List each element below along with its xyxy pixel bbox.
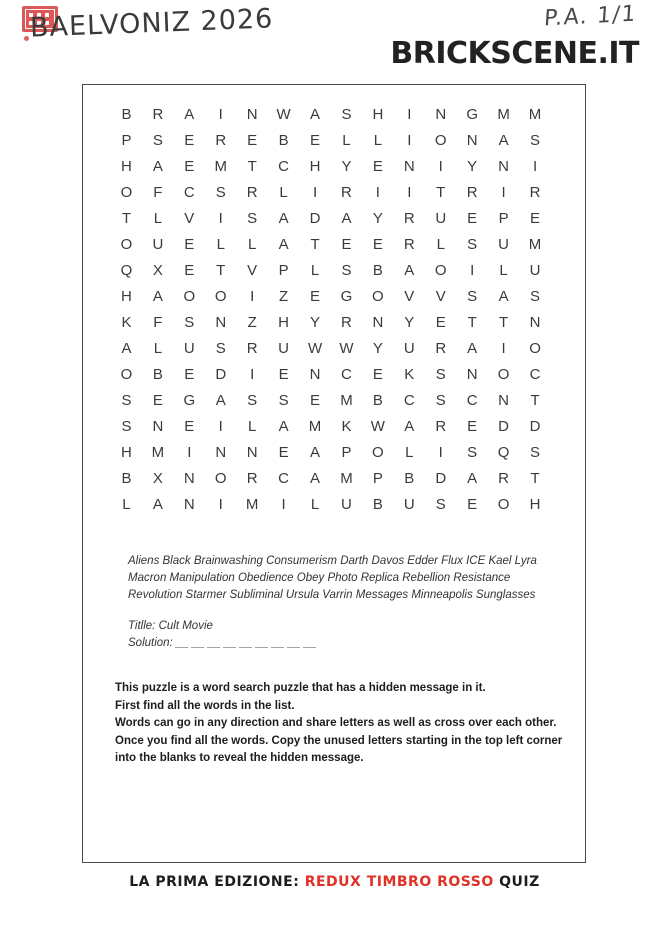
grid-cell: R [341,314,353,331]
grid-cell: Y [310,314,321,331]
grid-cell: B [121,470,132,487]
grid-cell: U [403,496,416,513]
grid-cell: I [501,340,507,357]
instruction-line: First find all the words in the list. [115,699,295,712]
grid-cell: W [370,418,386,435]
grid-cell: A [310,106,321,123]
grid-cell: V [247,262,258,279]
instruction-line: This puzzle is a word search puzzle that has a hidden message in it. [115,682,486,694]
grid-cell: S [467,444,478,461]
grid-cell: B [372,392,384,409]
grid-cell: A [341,210,352,227]
grid-cell: N [246,106,259,123]
grid-cell: K [404,366,415,383]
grid-cell: A [278,236,290,253]
grid-cell: O [183,288,196,305]
grid-cell: E [467,496,478,513]
grid-cell: L [405,444,414,461]
grid-cell: I [218,210,224,227]
grid-cell: E [278,366,290,383]
grid-cell: W [307,340,323,357]
puzzle-solution-blanks: Solution: __ __ __ __ __ __ __ __ __ [128,637,317,649]
grid-cell: M [151,444,165,461]
grid-cell: A [498,288,510,305]
grid-cell: E [184,262,195,279]
grid-cell: N [529,314,541,331]
word-list-line: Revolution Starmer Subliminal Ursula Varrin Messages Minneapolis Sunglasses [128,589,536,601]
instruction-line: Once you find all the words. Copy the unused letters starting in the top left corner into the blanks to reveal the hidden message. [115,734,563,764]
grid-cell: O [372,288,385,305]
grid-cell: S [247,392,258,409]
grid-cell: S [467,288,478,305]
word-list-line: Aliens Black Brainwashing Consumerism Darth Davos Edder Flux ICE Kael Lyra [128,555,537,567]
grid-cell: L [248,236,257,253]
grid-cell: U [183,340,196,357]
grid-cell: R [466,184,479,201]
grid-cell: M [245,496,259,513]
grid-cell: I [438,444,444,461]
grid-cell: E [310,392,321,409]
footer-banner [0,874,669,890]
grid-cell: I [250,366,255,383]
grid-cell: Y [372,340,384,357]
grid-cell: L [153,210,163,227]
grid-cell: G [340,288,353,305]
grid-cell: N [498,158,510,175]
grid-cell: N [403,158,416,175]
grid-cell: D [309,210,321,227]
grid-cell: R [215,132,227,149]
grid-cell: K [121,314,132,331]
grid-cell: R [529,184,541,201]
grid-cell: U [529,262,541,279]
brand-logo: BRICKSCENE.IT [390,36,639,71]
grid-cell: C [403,392,416,409]
grid-cell: E [184,366,195,383]
grid-cell: N [498,392,510,409]
grid-cell: E [372,366,384,383]
grid-cell: C [341,366,353,383]
grid-cell: I [375,184,381,201]
grid-cell: S [121,418,132,435]
grid-cell: F [153,314,163,331]
grid-cell: G [183,392,196,409]
grid-cell: I [532,158,538,175]
grid-cell: L [436,236,446,253]
grid-cell: A [310,444,321,461]
grid-cell: S [530,444,541,461]
grid-cell: M [340,470,354,487]
grid-cell: I [407,184,412,201]
grid-cell: W [339,340,355,357]
grid-cell: N [309,366,321,383]
grid-cell: D [435,470,447,487]
grid-cell: K [341,418,352,435]
grid-cell: Y [372,210,384,227]
instructions-block [115,680,570,768]
grid-cell: S [341,262,352,279]
grid-cell: M [340,392,354,409]
grid-cell: R [498,470,510,487]
grid-cell: C [466,392,479,409]
grid-cell: D [498,418,510,435]
grid-cell: R [246,470,259,487]
grid-cell: A [498,132,510,149]
grid-cell: H [278,314,290,331]
grid-cell: N [152,418,164,435]
grid-cell: O [120,236,133,253]
grid-cell: L [499,262,509,279]
grid-cell: Z [279,288,289,305]
grid-cell: H [372,106,384,123]
grid-cell: U [152,236,164,253]
grid-cell: O [434,262,448,279]
grid-cell: C [278,470,290,487]
grid-cell: N [183,496,196,513]
grid-cell: F [153,184,163,201]
puzzle-title-label: Titlle: Cult Movie [128,620,213,632]
grid-cell: L [342,132,352,149]
instruction-line: Words can go in any direction and share letters as well as cross over each other. [115,717,557,729]
grid-cell: W [276,106,292,123]
grid-cell: B [278,132,290,149]
grid-cell: B [121,106,132,123]
grid-cell: L [248,418,257,435]
grid-cell: D [529,418,541,435]
grid-cell: V [404,288,415,305]
grid-cell: N [466,132,479,149]
grid-cell: T [436,184,446,201]
grid-cell: I [312,184,318,201]
grid-cell: T [530,392,541,409]
grid-cell: H [121,288,133,305]
grid-cell: A [310,470,321,487]
stamp-ink-dot [24,36,29,41]
grid-cell: L [373,132,383,149]
grid-cell: A [467,470,478,487]
grid-cell: E [372,236,384,253]
grid-cell: I [187,444,192,461]
grid-cell: G [466,106,479,123]
grid-cell: O [214,288,228,305]
grid-cell: U [435,210,447,227]
grid-cell: E [467,210,478,227]
grid-cell: E [530,210,541,227]
grid-cell: R [341,184,353,201]
grid-cell: O [214,470,228,487]
grid-cell: L [279,184,289,201]
footer-prefix: LA PRIMA EDIZIONE: [129,874,300,890]
grid-cell: V [184,210,195,227]
grid-cell: E [467,418,478,435]
grid-cell: A [152,496,164,513]
grid-cell: Y [404,314,415,331]
grid-cell: A [278,210,290,227]
grid-cell: O [434,132,448,149]
grid-cell: E [152,392,164,409]
grid-cell: B [404,470,415,487]
grid-cell: P [341,444,352,461]
grid-cell: S [530,132,541,149]
grid-cell: Y [467,158,478,175]
grid-cell: I [218,418,224,435]
grid-cell: R [246,184,259,201]
grid-cell: Z [247,314,258,331]
grid-cell: N [183,470,196,487]
grid-cell: E [184,418,195,435]
grid-cell: A [404,262,415,279]
grid-cell: C [529,366,541,383]
grid-cell: S [435,392,447,409]
grid-cell: X [152,470,164,487]
grid-cell: A [467,340,478,357]
grid-cell: R [435,340,447,357]
grid-cell: A [404,418,415,435]
grid-cell: H [121,444,133,461]
grid-cell: N [435,106,447,123]
grid-cell: R [246,340,259,357]
grid-cell: S [467,236,478,253]
grid-cell: E [310,132,321,149]
grid-cell: P [278,262,290,279]
grid-cell: H [309,158,321,175]
grid-cell: H [529,496,541,513]
grid-cell: B [372,262,384,279]
grid-cell: S [184,314,195,331]
grid-cell: M [214,158,228,175]
grid-cell: E [341,236,352,253]
grid-cell: O [497,496,510,513]
grid-cell: S [247,210,258,227]
grid-cell: A [152,158,164,175]
grid-cell: S [152,132,164,149]
grid-cell: S [435,496,447,513]
grid-cell: L [216,236,226,253]
grid-cell: P [498,210,510,227]
grid-cell: I [501,184,507,201]
grid-cell: E [184,132,195,149]
puzzle-frame [82,84,586,863]
grid-cell: T [467,314,478,331]
word-list-line: Macron Manipulation Obedience Obey Photo Replica Rebellion Resistance [128,572,511,584]
grid-cell: I [218,496,224,513]
grid-cell: C [278,158,290,175]
grid-cell: E [310,288,321,305]
grid-cell: O [529,340,542,357]
grid-cell: N [466,366,479,383]
grid-cell: L [310,262,320,279]
grid-cell: C [183,184,196,201]
grid-cell: T [499,314,509,331]
grid-cell: N [372,314,384,331]
grid-cell: I [470,262,475,279]
grid-cell: O [120,366,133,383]
footer-suffix: QUIZ [499,874,540,890]
grid-cell: A [278,418,290,435]
footer-highlight: REDUX TIMBRO ROSSO [304,874,494,890]
grid-cell: T [530,470,541,487]
grid-cell: E [184,158,195,175]
grid-cell: H [121,158,133,175]
grid-cell: E [435,314,447,331]
grid-cell: U [341,496,353,513]
handwritten-edition-code: P.A. 1/1 [543,1,638,32]
handwritten-title: BAELVONIZ 2026 [29,3,274,44]
grid-cell: M [528,106,542,123]
grid-cell: N [215,314,227,331]
grid-cell: T [247,158,258,175]
grid-cell: B [372,496,384,513]
grid-cell: L [122,496,132,513]
grid-cell: I [218,106,224,123]
grid-cell: I [438,158,444,175]
word-list [128,553,548,604]
grid-cell: U [403,340,416,357]
grid-cell: S [215,340,227,357]
grid-cell: I [407,132,412,149]
grid-cell: I [407,106,412,123]
grid-cell: T [310,236,321,253]
grid-cell: A [215,392,227,409]
grid-cell: L [310,496,320,513]
grid-cell: A [184,106,195,123]
grid-cell: M [528,236,542,253]
word-search-grid [111,105,551,515]
grid-cell: E [278,444,290,461]
grid-cell: X [152,262,164,279]
grid-cell: S [278,392,290,409]
grid-cell: U [278,340,290,357]
grid-cell: R [435,418,447,435]
grid-cell: A [121,340,132,357]
grid-cell: D [215,366,227,383]
grid-cell: I [250,288,255,305]
grid-cell: E [184,236,195,253]
grid-cell: T [121,210,132,227]
grid-cell: E [247,132,258,149]
grid-cell: S [435,366,447,383]
grid-cell: N [215,444,227,461]
grid-cell: B [152,366,164,383]
grid-cell: S [530,288,541,305]
grid-cell: O [372,444,385,461]
grid-cell: E [372,158,384,175]
grid-cell: P [121,132,132,149]
grid-cell: S [215,184,227,201]
grid-cell: Q [120,262,133,279]
grid-cell: U [498,236,510,253]
grid-cell: S [121,392,132,409]
grid-cell: O [497,366,510,383]
grid-cell: I [281,496,287,513]
grid-cell: R [403,210,416,227]
grid-cell: N [246,444,259,461]
grid-cell: Y [341,158,352,175]
grid-cell: O [120,184,133,201]
grid-cell: S [341,106,352,123]
grid-cell: L [153,340,163,357]
grid-cell: A [152,288,164,305]
grid-cell: R [152,106,164,123]
grid-cell: M [308,418,322,435]
grid-cell: M [497,106,511,123]
grid-cell: R [403,236,416,253]
grid-cell: V [435,288,447,305]
grid-cell: P [372,470,384,487]
grid-cell: Q [497,444,510,461]
grid-cell: T [216,262,226,279]
